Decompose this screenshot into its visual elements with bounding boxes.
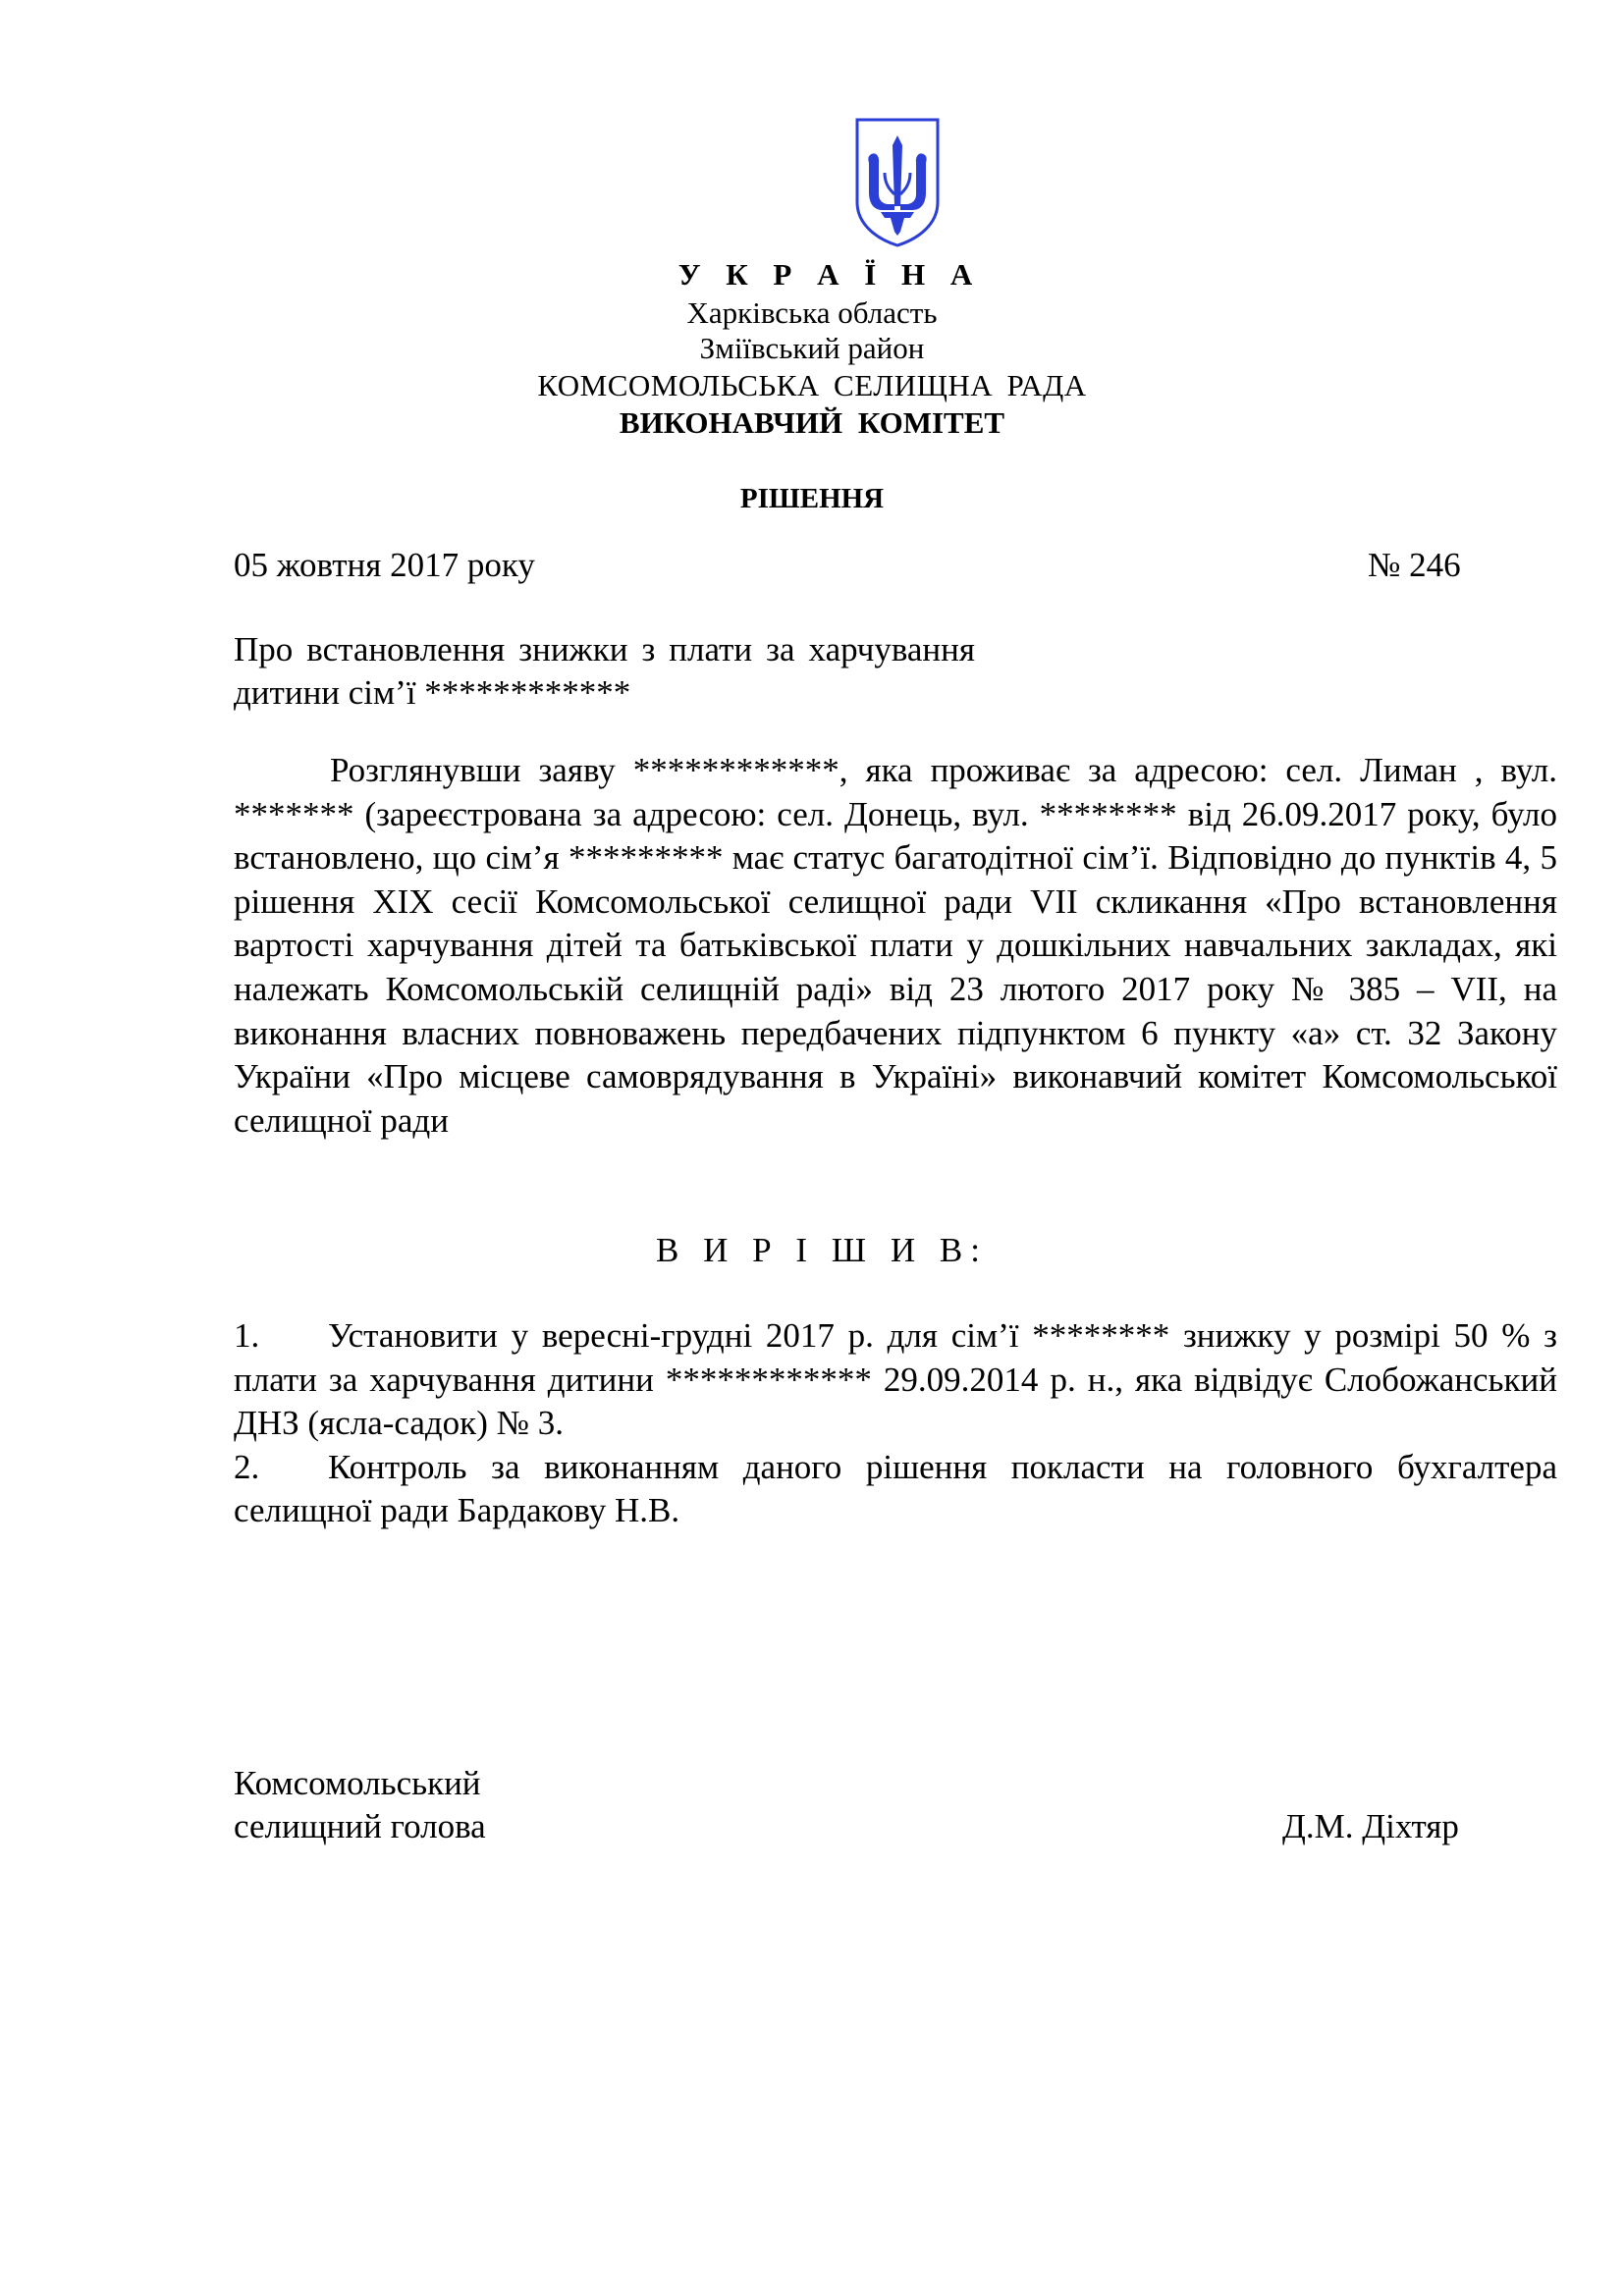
district-name: Зміївський район (699, 331, 925, 365)
signatory-title-line: Комсомольський (234, 1764, 481, 1802)
signatory-title (234, 1762, 486, 1848)
item-text: Контроль за виконанням даного рішення покласти на головного бухгалтера селищної ради Бардакову Н.В. (234, 1447, 1557, 1530)
trident-coat-of-arms-icon (853, 116, 942, 248)
item-number: 1. (234, 1316, 260, 1355)
preamble-paragraph: Розглянувши заяву ************, яка проживає за адресою: сел. Лиман , вул. ******* (зареєстрована за адресою: сел. Донець, вул. ******** від 26.09.2017 року, було встановлено, що сім’я ********* має статус багатодітної сім’ї. Відповідно до пунктів 4, 5 рішення XIX сесії Комсомольської селищної ради VII скликання «Про встановлення вартості харчування дітей та батьківської плати у дошкільних навчальних закладах, які належать Комсомольській селищній раді» від 23 лютого 2017 року № 385 – VII, на виконання власних повноважень передбачених підпунктом 6 пункту «а» ст. 32 Закону України «Про місцеве самоврядування в Україні» виконавчий комітет Комсомольської селищної ради (234, 751, 1557, 1140)
decision-subject: Про встановлення знижки з плати за харчування дитини сім’ї ************ (234, 630, 975, 712)
decision-item (234, 1446, 1557, 1533)
item-number: 2. (234, 1447, 260, 1486)
decision-items (234, 1314, 1557, 1533)
signatory-name: Д.М. Діхтяр (1282, 1807, 1459, 1845)
country-name: У К Р А Ї Н А (677, 257, 982, 292)
item-text: Установити у вересні-грудні 2017 р. для сім’ї ******** знижку у розмірі 50 % з плати за харчування дитини ************ 29.09.2014 р. н., яка відвідує Слобожанський ДНЗ (ясла-садок) № 3. (234, 1316, 1557, 1443)
region-name: Харківська область (686, 295, 938, 330)
decision-item (234, 1314, 1557, 1446)
decision-number: № 246 (1368, 546, 1461, 584)
decision-heading: В И Р І Ш И В: (656, 1231, 988, 1269)
decision-date: 05 жовтня 2017 року (234, 546, 535, 584)
signatory-title-line: селищний голова (234, 1807, 486, 1845)
document-type: РІШЕННЯ (739, 483, 885, 514)
council-name: КОМСОМОЛЬСЬКА СЕЛИЩНА РАДА (537, 368, 1087, 402)
committee-name: ВИКОНАВЧИЙ КОМІТЕТ (619, 405, 1005, 440)
